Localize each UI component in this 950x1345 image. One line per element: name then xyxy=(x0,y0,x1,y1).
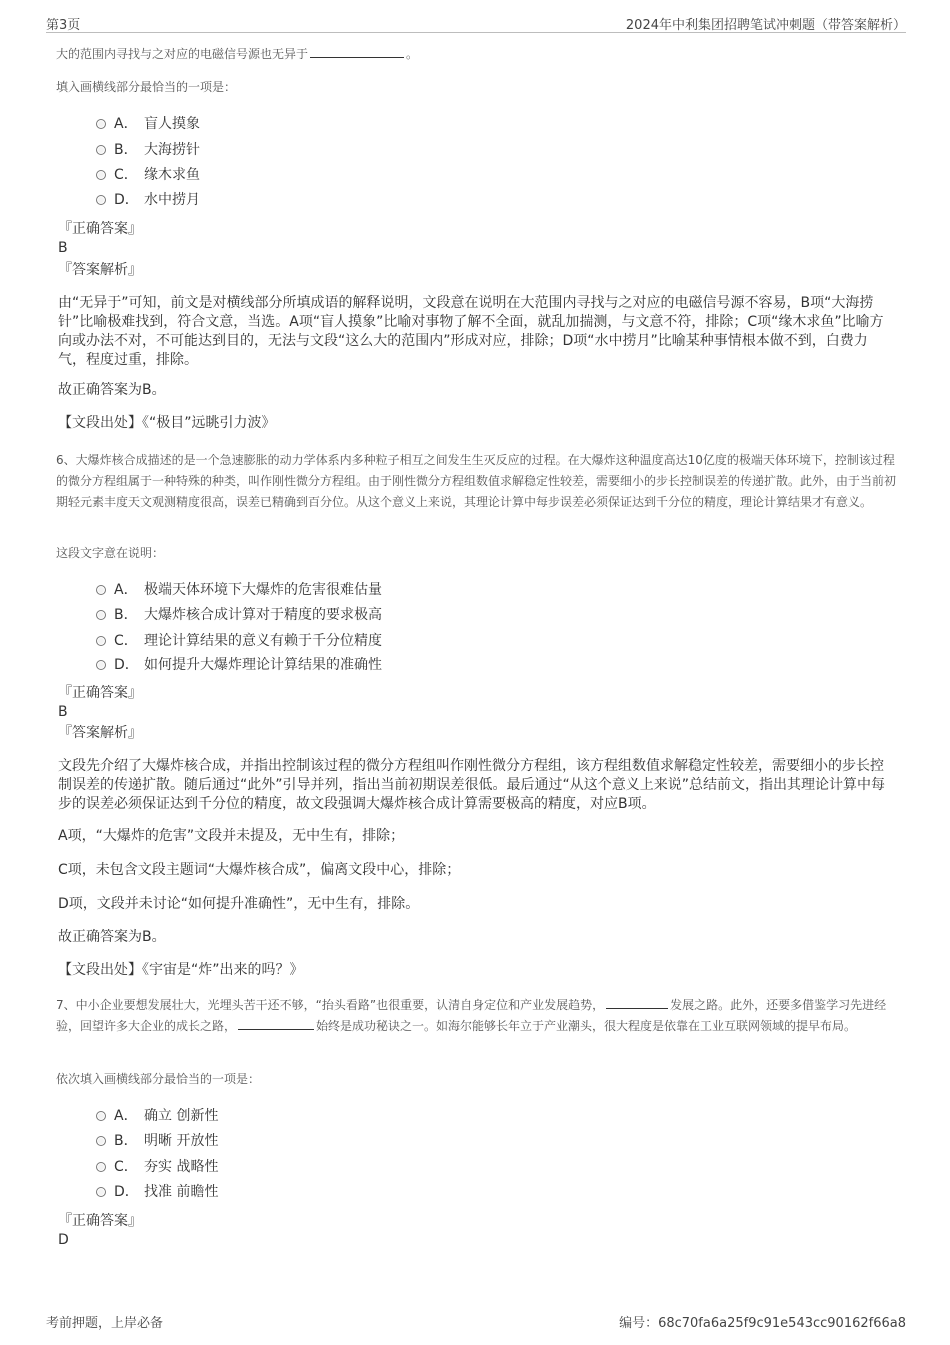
q6-option-a[interactable]: A． 极端天体环境下大爆炸的危害很难估量 xyxy=(96,579,382,601)
page-header xyxy=(46,12,906,33)
radio-icon[interactable] xyxy=(96,1187,106,1197)
q6-analysis: 文段先介绍了大爆炸核合成，并指出控制该过程的微分方程组叫作刚性微分方程组，该方程组数值求解稳定性较差，需要细小的步长控制误差的传递扩散。随后通过“此外”引导并列，指出当前初期误差很低。最后通过“从这个意义上来说”总结前文，指出其理论计算中每步的误差必须保证达到千分位的精度，故文段强调大爆炸核合成计算需要极高的精度，对应B项。 xyxy=(58,758,886,812)
q6-answer-label: 『正确答案』 xyxy=(58,685,142,701)
q7-answer: D xyxy=(58,1232,69,1248)
q6-option-b[interactable]: B． 大爆炸核合成计算对于精度的要求极高 xyxy=(96,604,382,626)
q6-note-a: A项，“大爆炸的危害”文段并未提及，无中生有，排除； xyxy=(58,828,405,844)
q7-stem: 7、中小企业要想发展壮大，光埋头苦干还不够，“抬头看路”也很重要，认清自身定位和产业发展趋势， 发展之路。此外，还要多借鉴学习先进经验，回望许多大企业的成长之路， 始终是成功秘诀之一。如海尔能够长年立于产业潮头，很大程度是依靠在工业互联网领域的提早布局。 xyxy=(56,998,887,1033)
q5-analysis: 由“无异于”可知，前文是对横线部分所填成语的解释说明，文段意在说明在大范围内寻找与之对应的电磁信号源不容易，B项“大海捞针”比喻极难找到，符合文意，当选。A项“盲人摸象”比喻对事物了解不全面，就乱加揣测，与文意不符，排除；C项“缘木求鱼”比喻方向或办法不对，不可能达到目的，无法与文段“这么大的范围内”形成对应，排除；D项“水中捞月”比喻某种事情根本做不到，白费力气，程度过重，排除。 xyxy=(58,295,884,368)
q5-stem: 大的范围内寻找与之对应的电磁信号源也无异于 。 xyxy=(56,47,419,61)
radio-icon[interactable] xyxy=(96,1162,106,1172)
q6-answer: B xyxy=(58,704,68,720)
radio-icon[interactable] xyxy=(96,145,106,155)
q5-option-d[interactable]: D． 水中捞月 xyxy=(96,189,200,211)
q7-option-a[interactable]: A． 确立 创新性 xyxy=(96,1105,218,1127)
q6-option-c[interactable]: C． 理论计算结果的意义有赖于千分位精度 xyxy=(96,630,382,652)
q6-note-d: D项，文段并未讨论“如何提升准确性”，无中生有，排除。 xyxy=(58,896,420,912)
q7-prompt: 依次填入画横线部分最恰当的一项是： xyxy=(56,1072,261,1086)
q6-stem: 6、大爆炸核合成描述的是一个急速膨胀的动力学体系内多种粒子相互之间发生生灭反应的过程。在大爆炸这种温度高达10亿度的极端天体环境下，控制该过程的微分方程组属于一种特殊的种类，叫作刚性微分方程组。由于刚性微分方程组数值求解稳定性较差，需要细小的步长控制误差的传递扩散。此外，由于当前初期轻元素丰度天文观测精度很高，误差已精确到百分位。从这个意义上来说，其理论计算中每步误差必须保证达到千分位的精度，理论计算结果才有意义。 xyxy=(56,453,897,509)
q6-source: 【文段出处】《宇宙是“炸”出来的吗？》 xyxy=(58,962,304,978)
document-title: 2024年中利集团招聘笔试冲刺题（带答案解析） xyxy=(625,18,906,33)
radio-icon[interactable] xyxy=(96,585,106,595)
q5-analysis-label: 『答案解析』 xyxy=(58,262,142,278)
radio-icon[interactable] xyxy=(96,195,106,205)
page-number: 第3页 xyxy=(46,18,81,33)
q7-answer-label: 『正确答案』 xyxy=(58,1213,142,1229)
q7-blank-2 xyxy=(238,1017,314,1030)
q5-option-a[interactable]: A． 盲人摸象 xyxy=(96,113,200,135)
q6-option-d[interactable]: D． 如何提升大爆炸理论计算结果的准确性 xyxy=(96,654,382,676)
q6-note-c: C项，未包含文段主题词“大爆炸核合成”，偏离文段中心，排除； xyxy=(58,862,461,878)
q6-analysis-label: 『答案解析』 xyxy=(58,725,142,741)
radio-icon[interactable] xyxy=(96,1111,106,1121)
radio-icon[interactable] xyxy=(96,170,106,180)
radio-icon[interactable] xyxy=(96,610,106,620)
q5-prompt: 填入画横线部分最恰当的一项是： xyxy=(56,80,237,94)
footer-slogan: 考前押题，上岸必备 xyxy=(46,1316,164,1331)
q7-option-b[interactable]: B． 明晰 开放性 xyxy=(96,1130,218,1152)
document-id: 编号：68c70fa6a25f9c91e543cc90162f66a8 xyxy=(619,1316,906,1331)
q7-option-c[interactable]: C． 夯实 战略性 xyxy=(96,1156,218,1178)
q5-answer: B xyxy=(58,240,68,256)
q5-conclusion: 故正确答案为B。 xyxy=(58,382,166,398)
q5-option-b[interactable]: B． 大海捞针 xyxy=(96,139,200,161)
q7-option-d[interactable]: D． 找准 前瞻性 xyxy=(96,1181,218,1203)
q7-blank-1 xyxy=(606,996,668,1009)
q5-answer-label: 『正确答案』 xyxy=(58,221,142,237)
radio-icon[interactable] xyxy=(96,1136,106,1146)
radio-icon[interactable] xyxy=(96,636,106,646)
q5-source: 【文段出处】《“极目”远眺引力波》 xyxy=(58,415,276,431)
q5-option-c[interactable]: C． 缘木求鱼 xyxy=(96,164,200,186)
q6-prompt: 这段文字意在说明： xyxy=(56,546,165,560)
radio-icon[interactable] xyxy=(96,119,106,129)
q6-conclusion: 故正确答案为B。 xyxy=(58,929,166,945)
radio-icon[interactable] xyxy=(96,660,106,670)
q5-blank xyxy=(310,45,404,58)
